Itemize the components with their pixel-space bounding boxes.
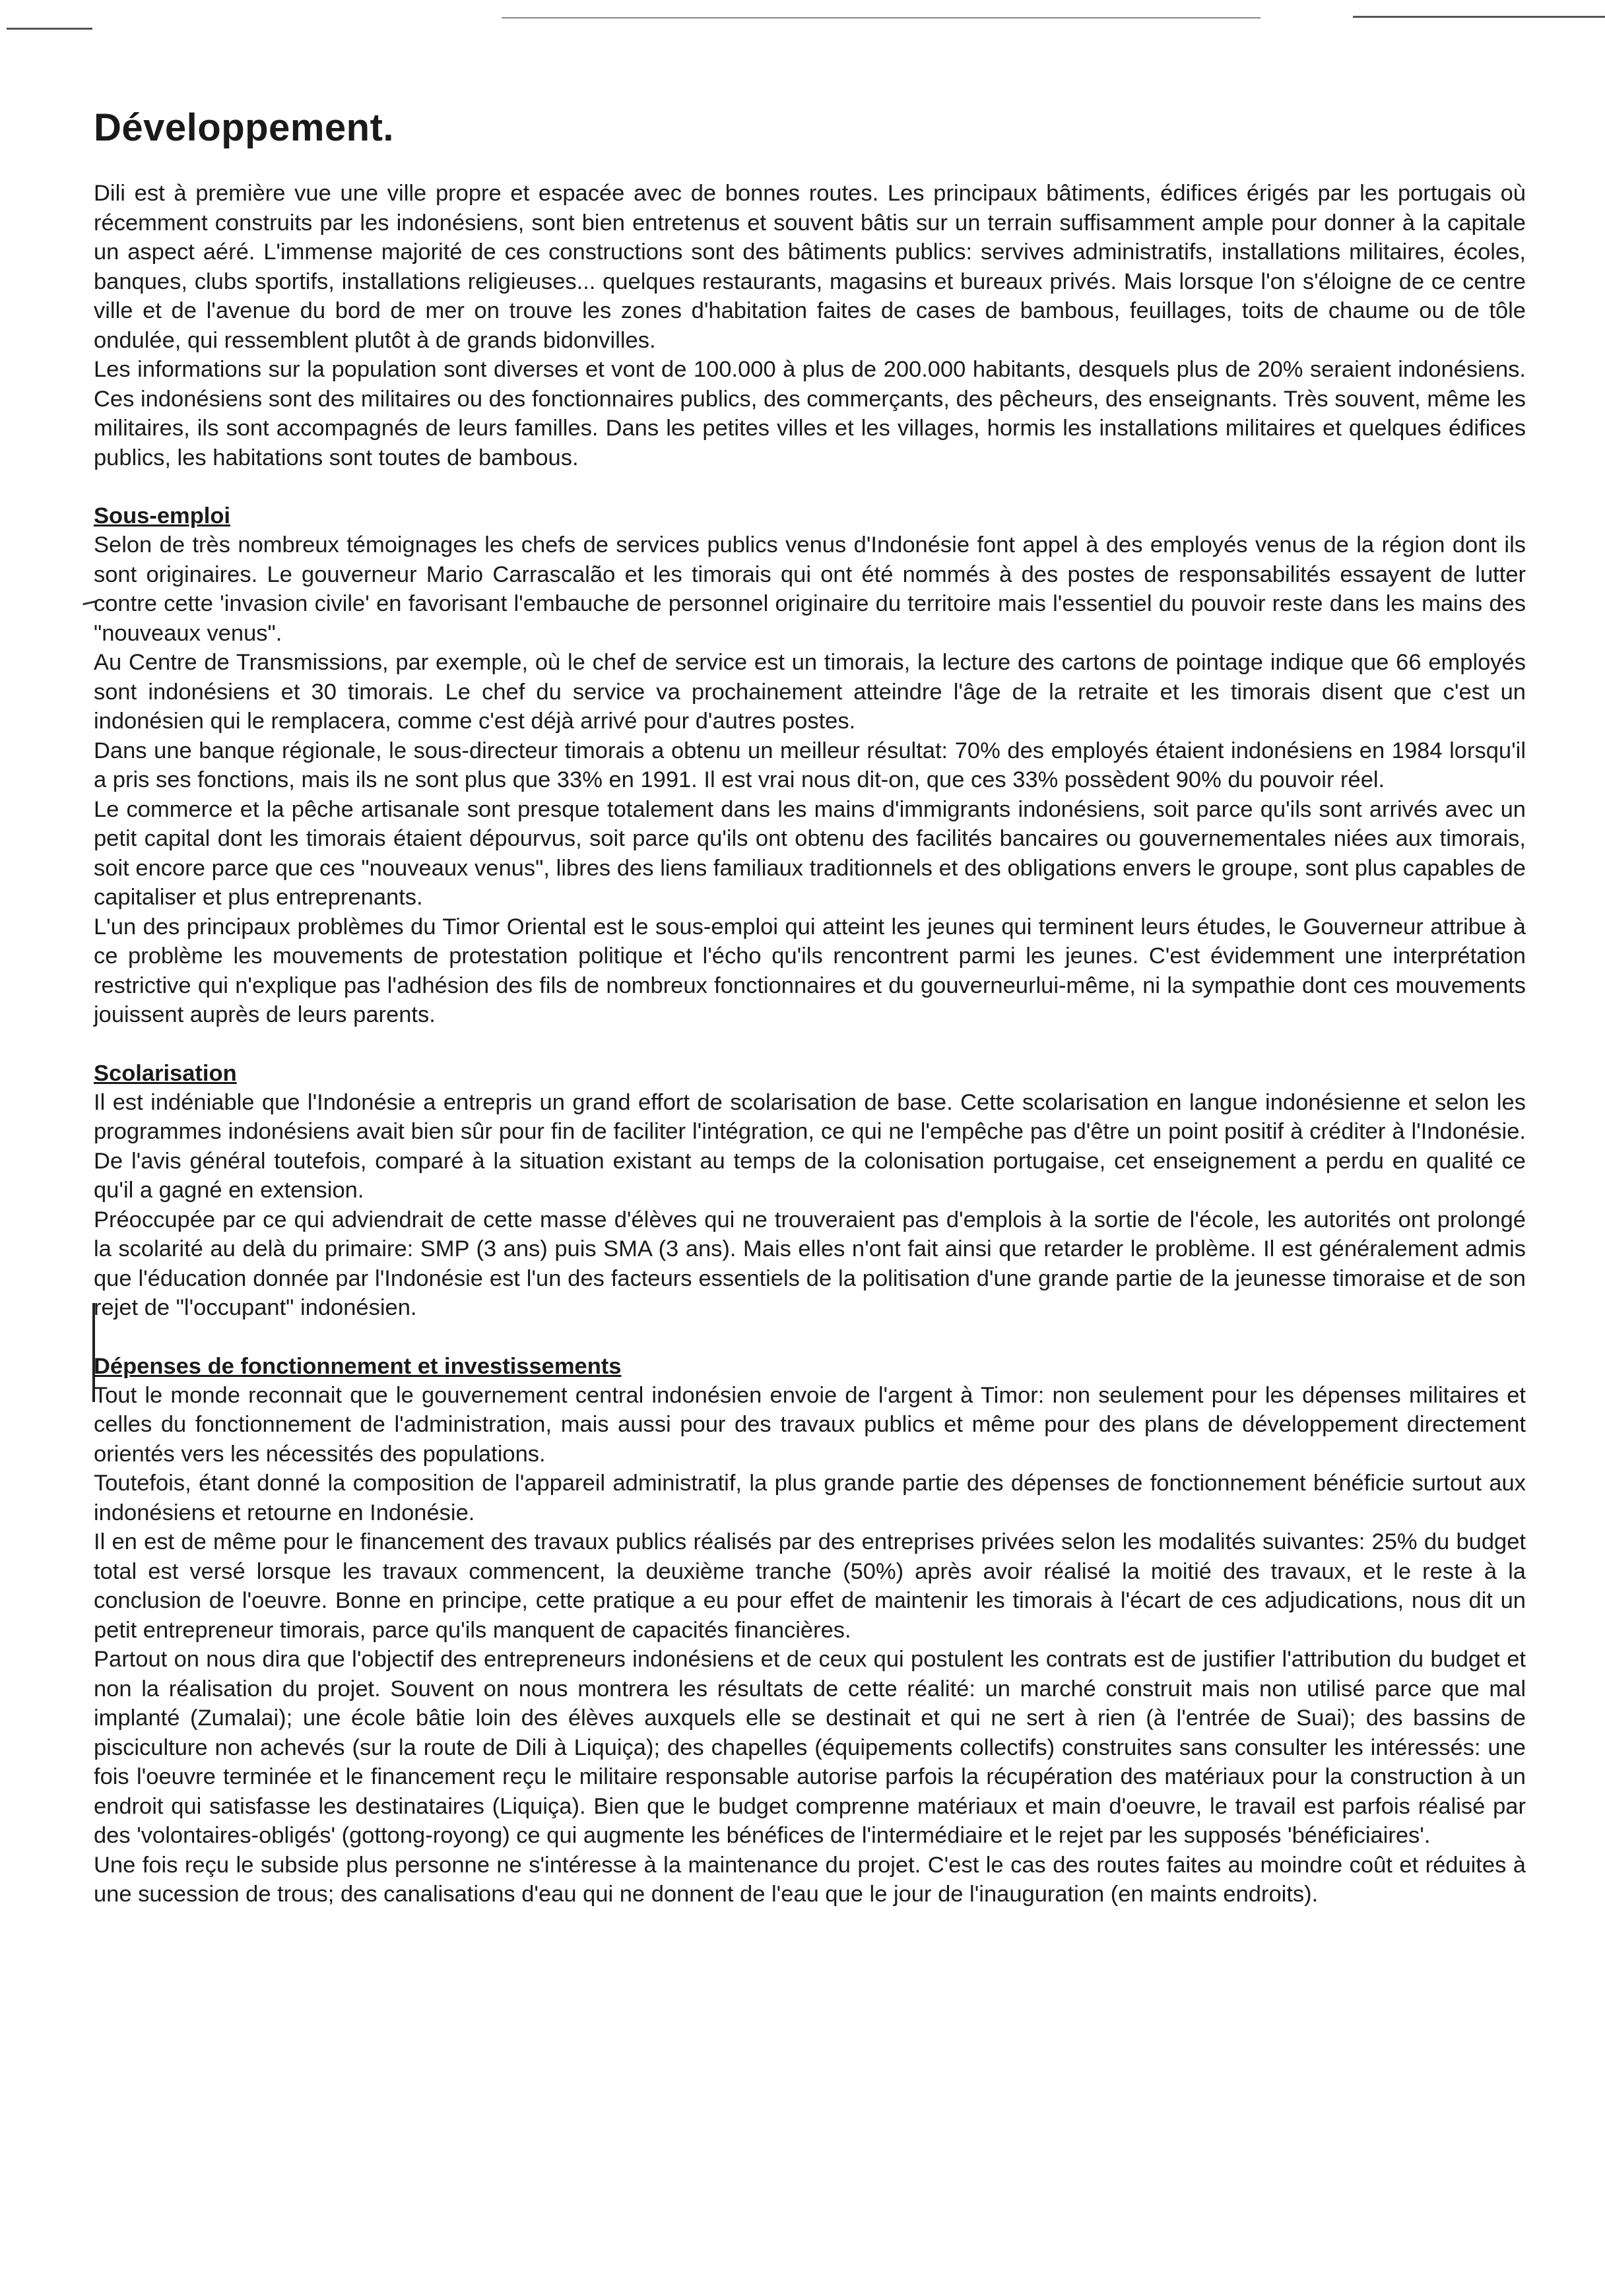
section-heading: Scolarisation [94,1060,237,1086]
paragraph: Dili est à première vue une ville propre et espacée avec de bonnes routes. Les principaux bâtiments, édifices érigés par les portugais où récemment construits par les indonésiens, sont bien entretenus et souvent bâtis sur un terrain suffisamment ample pour donner à la capitale un aspect aéré. L'immense majorité de ces constructions sont des bâtiments publics: servives administratifs, installations militaires, écoles, banques, clubs sportifs, installations religieuses... quelques restaurants, magasins et bureaux privés. Mais lorsque l'on s'éloigne de ce centre ville et de l'avenue du bord de mer on trouve les zones d'habitation faites de cases de bambous, feuillages, toits de chaume ou de tôle ondulée, qui ressemblent plutôt à de grands bidonvilles. [94,181,1526,353]
paragraph: Tout le monde reconnait que le gouvernement central indonésien envoie de l'argent à Timor: non seulement pour les dépenses militaires et celles du fonctionnement de l'administration, mais aussi pour des travaux publics et même pour des plans de développement directement orientés vers les nécessités des populations. [94,1382,1526,1467]
paragraph: Dans une banque régionale, le sous-directeur timorais a obtenu un meilleur résultat: 70% des employés étaient indonésiens en 1984 lorsqu'il a pris ses fonctions, mais ils ne sont plus que 33% en 1991. Il est vrai nous dit-on, que ces 33% possèdent 90% du pouvoir réel. [94,738,1526,792]
paragraph: Toutefois, étant donné la composition de l'appareil administratif, la plus grande partie des dépenses de fonctionnement bénéficie surtout aux indonésiens et retourne en Indonésie. [94,1471,1526,1525]
section-sous-emploi [94,501,1526,1030]
section-scolarisation [94,1059,1526,1323]
paragraph: Partout on nous dira que l'objectif des entrepreneurs indonésiens et de ceux qui postulent les contrats est de justifier l'attribution du budget et non la réalisation du projet. Souvent on nous montrera les résultats de cette réalité: un marché construit mais non utilisé parce que mal implanté (Zumalai); une école bâtie loin des élèves auxquels elle se destinait et qui ne sert à rien (à l'entrée de Suai); des bassins de pisciculture non achevés (sur la route de Dili à Liquiça); des chapelles (équipements collectifs) construites sans consulter les intéressés: une fois l'oeuvre terminée et le financement reçu le militaire responsable autorise parfois la récupération des matériaux pour la construction à un endroit qui satisfasse les destinataires (Liquiça). Bien que le budget comprenne matériaux et main d'oeuvre, le travail est parfois réalisé par des 'volontaires-obligés' (gottong-royong) ce qui augmente les bénéfices de l'intermédiaire et le rejet par les supposés 'bénéficiaires'. [94,1647,1526,1848]
paragraph: Il en est de même pour le financement des travaux publics réalisés par des entreprises privées selon les modalités suivantes: 25% du budget total est versé lorsque les travaux commencent, la deuxième tranche (50%) après avoir réalisé la moitié des travaux, et le reste à la conclusion de l'oeuvre. Bonne en principe, cette pratique a eu pour effet de maintenir les timorais à l'écart de ces adjudications, nous dit un petit entrepreneur timorais, parce qu'ils manquent de capacités financières. [94,1529,1526,1643]
paragraph: Le commerce et la pêche artisanale sont presque totalement dans les mains d'immigrants indonésiens, soit parce qu'ils sont arrivés avec un petit capital dont les timorais étaient dépourvus, soit parce qu'ils ont obtenu des facilités bancaires ou gouvernementales niées aux timorais, soit encore parce que ces "nouveaux venus", libres des liens familiaux traditionnels et des obligations envers le groupe, sont plus capables de capitaliser et plus entreprenants. [94,796,1526,910]
paragraph: Il est indéniable que l'Indonésie a entrepris un grand effort de scolarisation de base. Cette scolarisation en langue indonésienne et selon les programmes indonésiens avait bien sûr pour fin de faciliter l'intégration, ce qui ne l'empêche pas d'être un point positif à créditer à l'Indonésie. De l'avis général toutefois, comparé à la situation existant au temps de la colonisation portugaise, cet enseignement a perdu en qualité ce qu'il a gagné en extension. [94,1089,1526,1203]
paragraph: Au Centre de Transmissions, par exemple, où le chef de service est un timorais, la lecture des cartons de pointage indique que 66 employés sont indonésiens et 30 timorais. Le chef du service va prochainement atteindre l'âge de la retraite et les timorais disent que c'est un indonésien qui le remplacera, comme c'est déjà arrivé pour d'autres postes. [94,650,1526,734]
page-title: Développement. [94,106,394,149]
document-page [94,106,1526,1909]
scan-border-line [502,17,1261,18]
paragraph: Préoccupée par ce qui adviendrait de cette masse d'élèves qui ne trouveraient pas d'emplois à la sortie de l'école, les autorités ont prolongé la scolarité au delà du primaire: SMP (3 ans) puis SMA (3 ans). Mais elles n'ont fait ainsi que retarder le problème. Il est généralement admis que l'éducation donnée par l'Indonésie est l'un des facteurs essentiels de la politisation d'une grande partie de la jeunesse timoraise et de son rejet de "l'occupant" indonésien. [94,1207,1526,1320]
paragraph: Les informations sur la population sont diverses et vont de 100.000 à plus de 200.000 habitants, desquels plus de 20% seraient indonésiens. Ces indonésiens sont des militaires ou des fonctionnaires publics, des commerçants, des pêcheurs, des enseignants. Très souvent, même les militaires, ils sont accompagnés de leurs familles. Dans les petites villes et les villages, hormis les installations militaires et quelques édifices publics, les habitations sont toutes de bambous. [94,357,1526,470]
section-depenses [94,1352,1526,1909]
scan-border-line [1353,16,1605,18]
section-heading: Sous-emploi [94,503,231,528]
scan-border-line [7,28,92,30]
paragraph: Une fois reçu le subside plus personne ne s'intéresse à la maintenance du projet. C'est le cas des routes faites au moindre coût et réduites à une sucession de trous; des canalisations d'eau qui ne donnent de l'eau que le jour de l'inauguration (en maints endroits). [94,1852,1526,1907]
intro-block [94,179,1526,472]
paragraph: Selon de très nombreux témoignages les chefs de services publics venus d'Indonésie font appel à des employés venus de la région dont ils sont originaires. Le gouverneur Mario Carrascalão et les timorais qui ont été nommés à des postes de responsabilités essayent de lutter contre cette 'invasion civile' en favorisant l'embauche de personnel originaire du territoire mais l'essentiel du pouvoir reste dans les mains des "nouveaux venus". [94,532,1526,646]
section-heading: Dépenses de fonctionnement et investissements [94,1353,622,1379]
paragraph: L'un des principaux problèmes du Timor Oriental est le sous-emploi qui atteint les jeunes qui terminent leurs études, le Gouverneur attribue à ce problème les mouvements de protestation politique et l'écho qu'ils rencontrent parmi les jeunes. C'est évidemment une interprétation restrictive qui n'explique pas l'adhésion des fils de nombreux fonctionnaires et du gouverneurlui-même, ni la sympathie dont ces mouvements jouissent auprès de leurs parents. [94,914,1526,1027]
